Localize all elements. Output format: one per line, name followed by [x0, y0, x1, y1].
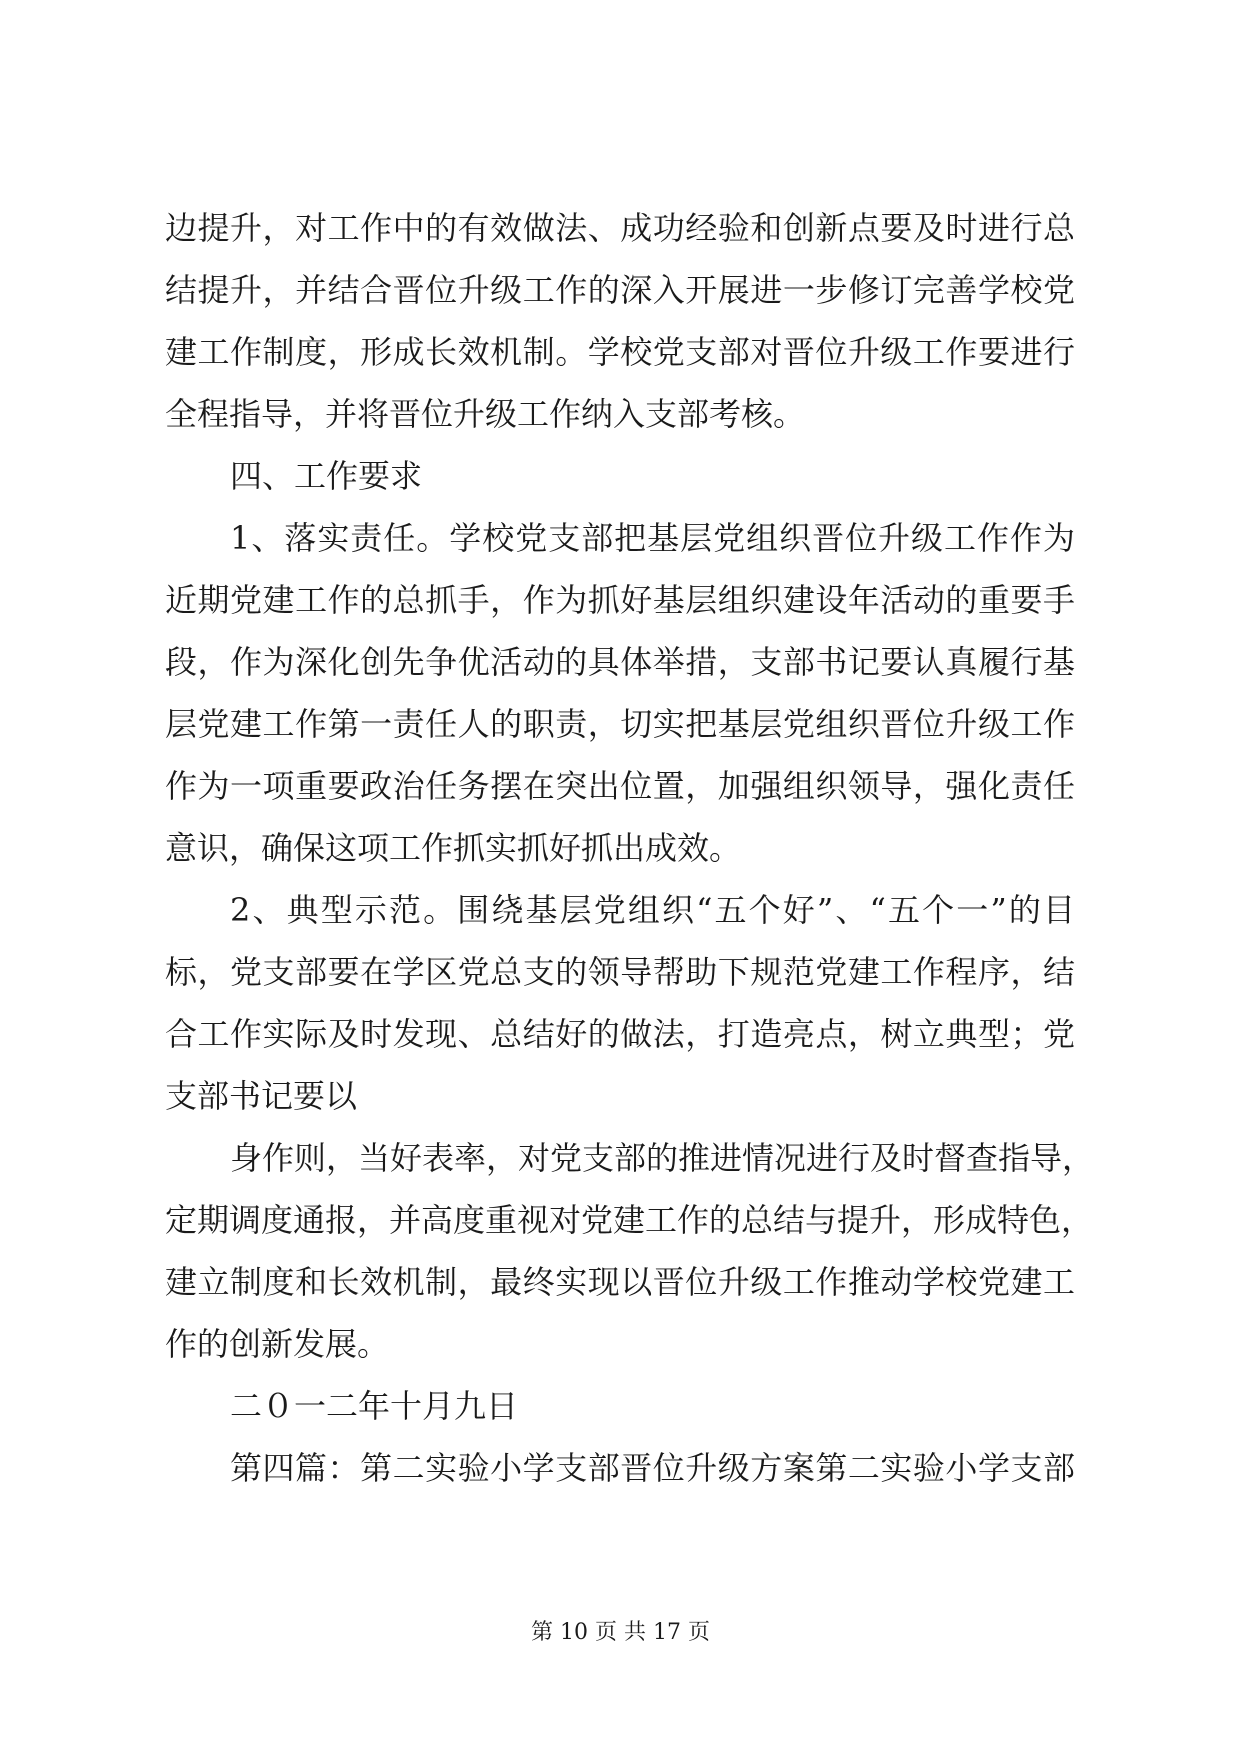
section-heading: 四、工作要求 [230, 457, 423, 495]
paragraph-line: 近期党建工作的总抓手，作为抓好基层组织建设年活动的重要手 [165, 581, 1075, 619]
paragraph-line: 建工作制度，形成长效机制。学校党支部对晋位升级工作要进行 [165, 333, 1075, 371]
paragraph-line: 支部书记要以 [165, 1077, 358, 1115]
paragraph-line: 意识，确保这项工作抓实抓好抓出成效。 [165, 829, 742, 867]
paragraph-line: 建立制度和长效机制，最终实现以晋位升级工作推动学校党建工 [165, 1263, 1075, 1301]
page-footer: 第 10 页 共 17 页 [531, 1620, 710, 1645]
paragraph-line: 身作则，当好表率，对党支部的推进情况进行及时督查指导， [230, 1139, 1095, 1177]
paragraph-line: 段，作为深化创先争优活动的具体举措，支部书记要认真履行基 [165, 643, 1075, 681]
paragraph-line: 定期调度通报，并高度重视对党建工作的总结与提升，形成特色， [165, 1201, 1094, 1239]
paragraph-line: 全程指导，并将晋位升级工作纳入支部考核。 [165, 395, 806, 433]
paragraph-line: 层党建工作第一责任人的职责，切实把基层党组织晋位升级工作 [165, 705, 1075, 743]
date-line: 二０一二年十月九日 [230, 1387, 519, 1425]
paragraph-line: 2、典型示范。围绕基层党组织“五个好”、“五个一”的目 [230, 891, 1075, 929]
paragraph-line: 合工作实际及时发现、总结好的做法，打造亮点，树立典型；党 [165, 1015, 1075, 1053]
paragraph-line: 边提升，对工作中的有效做法、成功经验和创新点要及时进行总 [165, 209, 1075, 247]
paragraph-line: 标，党支部要在学区党总支的领导帮助下规范党建工作程序，结 [165, 953, 1075, 991]
paragraph-line: 结提升，并结合晋位升级工作的深入开展进一步修订完善学校党 [165, 271, 1075, 309]
paragraph-line: 作的创新发展。 [165, 1325, 390, 1363]
paragraph-line: 作为一项重要政治任务摆在突出位置，加强组织领导，强化责任 [165, 767, 1075, 805]
paragraph-line: 第四篇：第二实验小学支部晋位升级方案第二实验小学支部 [230, 1449, 1075, 1487]
paragraph-line: 1、落实责任。学校党支部把基层党组织晋位升级工作作为 [230, 519, 1075, 557]
